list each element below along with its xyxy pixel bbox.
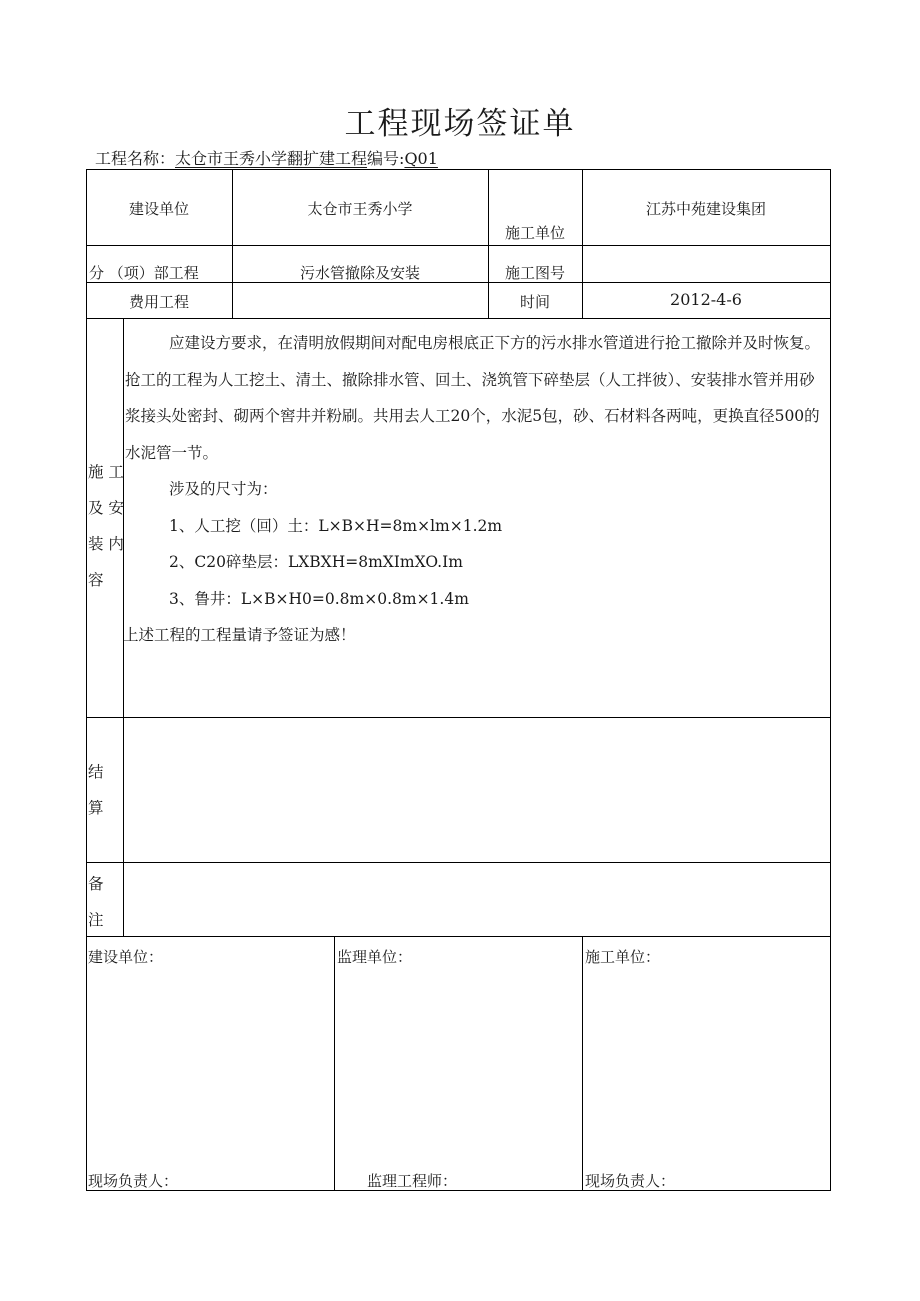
table-border-left	[86, 169, 87, 1191]
remark-label-line: 备	[88, 875, 104, 893]
page-title: 工程现场签证单	[344, 106, 576, 142]
number-label: 编号:	[367, 149, 405, 168]
subproject-value: 污水管撤除及安装	[299, 264, 420, 282]
content-label	[88, 454, 124, 598]
sign-site-manager-label: 现场负责人：	[585, 1172, 676, 1190]
table-divider	[86, 936, 831, 937]
table-divider	[232, 169, 233, 319]
construct-unit-label: 施工单位	[504, 224, 565, 242]
project-name-label: 工程名称：	[95, 149, 176, 168]
sign-construct-unit-label: 施工单位：	[585, 948, 661, 966]
project-line	[95, 146, 438, 169]
content-body	[125, 325, 827, 654]
sign-build-unit-label: 建设单位：	[88, 948, 164, 966]
content-paragraph: 应建设方要求，在清明放假期间对配电房根底正下方的污水排水管道进行抢工撤除并及时恢复。抢工的工程为人工挖土、清土、撤除排水管、回土、浇筑管下碎垫层（人工拌彼）、安装排水管并用砂浆接头处密封、砌两个窖井并粉刷。共用去人工20个，水泥5包，砂、石材料各两吨，更换直径500的水泥管一节。	[125, 334, 821, 462]
sign-supervision-engineer-label: 监理工程师：	[367, 1172, 458, 1190]
number-value: Q01	[404, 149, 438, 168]
table-divider	[582, 936, 583, 1191]
closing-text: 上述工程的工程量请予签证为感！	[123, 626, 356, 644]
build-unit-value: 太仓市王秀小学	[307, 200, 413, 218]
settlement-label-line: 结	[88, 763, 104, 781]
dims-item: 1、人工挖（回）土：L×B×H=8m×lm×1.2m	[169, 516, 503, 535]
table-divider	[86, 862, 831, 863]
remark-label	[88, 866, 104, 938]
content-label-line: 容	[88, 571, 104, 589]
drawing-label: 施工图号	[504, 264, 565, 282]
table-divider	[86, 245, 831, 246]
table-divider	[86, 717, 831, 718]
content-label-line: 及 安	[88, 499, 124, 517]
remark-label-line: 注	[88, 911, 104, 929]
table-divider	[86, 318, 831, 319]
build-unit-label: 建设单位	[128, 200, 189, 218]
time-value: 2012-4-6	[670, 290, 742, 309]
content-label-line: 施 工	[88, 463, 124, 481]
content-label-line: 装 内	[88, 535, 124, 553]
dims-intro: 涉及的尺寸为：	[169, 480, 278, 498]
dims-item: 3、鲁井：L×B×H0=0.8m×0.8m×1.4m	[169, 589, 469, 608]
settlement-label	[88, 754, 104, 826]
subproject-label: 分 （项）部工程	[89, 264, 199, 282]
sign-site-manager-label: 现场负责人：	[88, 1172, 179, 1190]
project-name-value: 太仓市王秀小学翻扩建工程	[175, 149, 368, 168]
time-label: 时间	[519, 293, 550, 311]
cost-label: 费用工程	[128, 293, 189, 311]
table-border-bottom	[86, 1190, 831, 1191]
table-border-top	[86, 169, 831, 170]
construct-unit-value: 江苏中苑建设集团	[645, 200, 766, 218]
sign-supervision-unit-label: 监理单位：	[337, 948, 413, 966]
table-border-right	[830, 169, 831, 1191]
table-divider	[334, 936, 335, 1191]
settlement-label-line: 算	[88, 799, 104, 817]
dims-item: 2、C20碎垫层：LXBXH=8mXImXO.Im	[169, 553, 463, 571]
